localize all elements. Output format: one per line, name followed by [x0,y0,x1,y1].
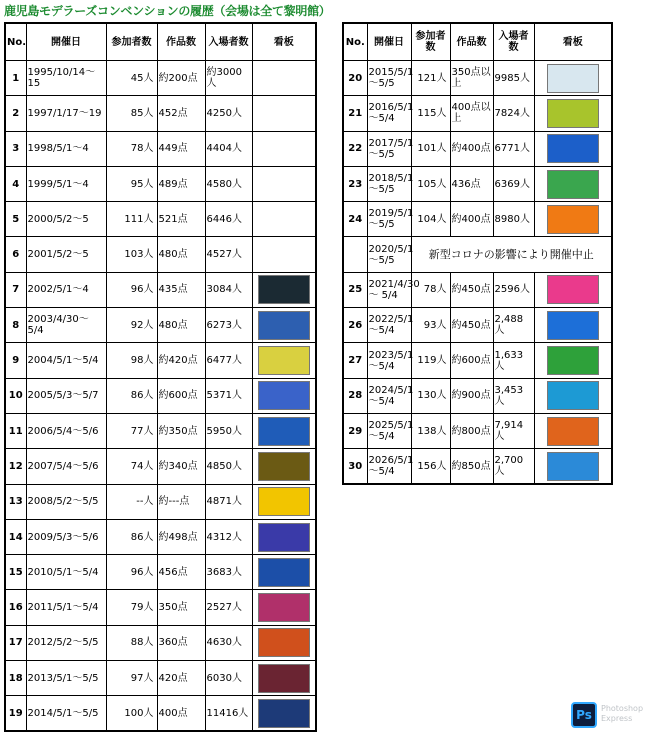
cell-works: 350点 [157,590,205,625]
cell-participants: 95人 [106,166,157,201]
cell-participants: 104人 [411,202,450,237]
cell-works: 約850点 [450,449,493,484]
table-row [343,413,612,448]
cell-visitors: 7824人 [493,96,534,131]
cell-no: 22 [343,131,367,166]
cell-works: 約800点 [450,413,493,448]
cell-date: 1997/1/17～19 [26,96,106,131]
table-row [5,96,316,131]
cell-no: 25 [343,272,367,307]
cell-no: 1 [5,61,26,96]
cell-works: 350点以上 [450,61,493,96]
signboard-image [547,205,599,234]
cell-no: 28 [343,378,367,413]
signboard-image [258,628,310,657]
cell-sign [252,484,316,519]
cell-date: 2009/5/3～5/6 [26,519,106,554]
header-sign: 看板 [252,23,316,61]
cell-date: 2017/5/1 ～5/5 [367,131,411,166]
cell-participants: 86人 [106,519,157,554]
cell-participants: 101人 [411,131,450,166]
cell-visitors: 6446人 [205,202,252,237]
table-row [5,237,316,272]
cell-sign [252,272,316,307]
cell-no: 10 [5,378,26,413]
cell-visitors: 2,488人 [493,308,534,343]
cell-date: 2019/5/1 ～5/5 [367,202,411,237]
cell-date: 2005/5/3～5/7 [26,378,106,413]
cell-sign [252,131,316,166]
cell-date: 2003/4/30～5/4 [26,308,106,343]
cell-visitors: 8980人 [493,202,534,237]
cell-visitors: 4871人 [205,484,252,519]
cell-no: 18 [5,661,26,696]
signboard-image [547,99,599,128]
history-table-left [4,22,317,732]
cell-participants: 115人 [411,96,450,131]
cell-visitors: 4404人 [205,131,252,166]
history-table-right [342,22,613,485]
cell-date: 2021/4/30 ～ 5/4 [367,272,411,307]
signboard-image [258,417,310,446]
cell-sign [252,237,316,272]
cell-no: 29 [343,413,367,448]
table-row [343,61,612,96]
cell-participants: 74人 [106,449,157,484]
cell-visitors: 4250人 [205,96,252,131]
cell-participants: 93人 [411,308,450,343]
cell-date: 2016/5/1 ～5/4 [367,96,411,131]
cell-participants: 119人 [411,343,450,378]
cell-no: 16 [5,590,26,625]
cell-sign [252,625,316,660]
cell-sign [534,96,612,131]
cell-no: 15 [5,555,26,590]
cell-visitors: 3084人 [205,272,252,307]
cell-sign [252,449,316,484]
cell-date: 1998/5/1～4 [26,131,106,166]
signboard-image [547,64,599,93]
cell-visitors: 6273人 [205,308,252,343]
table-row [5,555,316,590]
cell-participants: 98人 [106,343,157,378]
cell-date: 2002/5/1～4 [26,272,106,307]
header-works: 作品数 [450,23,493,61]
cell-works: 約200点 [157,61,205,96]
cell-sign [252,696,316,731]
cell-date: 2015/5/1 ～5/5 [367,61,411,96]
header-date: 開催日 [26,23,106,61]
table-header-row [343,23,612,61]
cell-works: 456点 [157,555,205,590]
cell-works: 480点 [157,237,205,272]
signboard-image [547,417,599,446]
signboard-image [258,558,310,587]
cell-works: 約450点 [450,272,493,307]
cell-works: 約---点 [157,484,205,519]
cell-no: 3 [5,131,26,166]
signboard-image [547,452,599,481]
cell-participants: 156人 [411,449,450,484]
photoshop-express-logo-icon: Ps [571,702,597,728]
table-row [5,378,316,413]
cell-date: 1999/5/1～4 [26,166,106,201]
cell-no: 23 [343,166,367,201]
cell-works: 480点 [157,308,205,343]
cell-works: 約350点 [157,413,205,448]
table-row [343,308,612,343]
cell-no: 7 [5,272,26,307]
cell-visitors: 5371人 [205,378,252,413]
table-row [5,696,316,731]
signboard-image [258,593,310,622]
table-row [5,661,316,696]
cell-participants: 88人 [106,625,157,660]
signboard-image [258,487,310,516]
cell-no: 24 [343,202,367,237]
watermark-caption: Photoshop Express [601,704,644,723]
table-row [5,625,316,660]
cell-works: 489点 [157,166,205,201]
cell-date: 2018/5/1 ～5/5 [367,166,411,201]
cell-sign [534,378,612,413]
cell-works: 449点 [157,131,205,166]
cell-sign [252,343,316,378]
table-row [5,449,316,484]
cell-visitors: 4580人 [205,166,252,201]
cell-no: 8 [5,308,26,343]
signboard-image [258,664,310,693]
cell-visitors: 4630人 [205,625,252,660]
cell-works: 420点 [157,661,205,696]
cell-visitors: 1,633人 [493,343,534,378]
signboard-image [547,170,599,199]
table-row [343,449,612,484]
cell-date: 2023/5/1～5/4 [367,343,411,378]
cell-visitors: 6030人 [205,661,252,696]
cell-no: 6 [5,237,26,272]
cell-participants: 103人 [106,237,157,272]
cell-date: 2022/5/1～5/4 [367,308,411,343]
cell-date: 2013/5/1～5/5 [26,661,106,696]
cell-visitors: 3683人 [205,555,252,590]
cell-date: 2012/5/2～5/5 [26,625,106,660]
cell-visitors: 9985人 [493,61,534,96]
cell-date: 2014/5/1～5/5 [26,696,106,731]
cell-visitors: 11416人 [205,696,252,731]
cell-no [343,237,367,272]
cell-participants: 79人 [106,590,157,625]
cell-sign [534,343,612,378]
table-row [343,237,612,272]
table-row [343,96,612,131]
cell-no: 9 [5,343,26,378]
cell-date: 2025/5/1～5/4 [367,413,411,448]
header-sign: 看板 [534,23,612,61]
cell-works: 約600点 [450,343,493,378]
table-row [5,131,316,166]
table-row [343,166,612,201]
cell-visitors: 3,453人 [493,378,534,413]
cell-visitors: 2596人 [493,272,534,307]
cell-visitors: 2,700人 [493,449,534,484]
cell-sign [252,166,316,201]
cell-sign [252,378,316,413]
cell-works: 約900点 [450,378,493,413]
cell-sign [252,61,316,96]
cell-sign [252,590,316,625]
cell-date: 2026/5/1～5/4 [367,449,411,484]
cell-participants: 78人 [411,272,450,307]
header-visitors: 入場者数 [205,23,252,61]
table-row [343,378,612,413]
cell-visitors: 約3000人 [205,61,252,96]
signboard-image [258,275,310,304]
table-row [343,202,612,237]
cell-date: 2004/5/1～5/4 [26,343,106,378]
cell-date: 2024/5/1～5/4 [367,378,411,413]
table-header-row [5,23,316,61]
signboard-image [258,311,310,340]
cell-date: 2020/5/1 ～5/5 [367,237,411,272]
signboard-image [258,699,310,728]
cell-no: 17 [5,625,26,660]
table-row [343,343,612,378]
cell-works: 452点 [157,96,205,131]
cell-sign [252,413,316,448]
cell-sign [252,96,316,131]
cell-date: 2007/5/4～5/6 [26,449,106,484]
cell-no: 26 [343,308,367,343]
cell-works: 約600点 [157,378,205,413]
cell-sign [252,555,316,590]
cell-date: 2008/5/2～5/5 [26,484,106,519]
table-row [5,308,316,343]
cell-sign [534,308,612,343]
table-row [5,272,316,307]
cell-sign [252,661,316,696]
cell-works: 約400点 [450,202,493,237]
cell-sign [534,61,612,96]
cell-no: 14 [5,519,26,554]
table-row [5,343,316,378]
table-row [343,131,612,166]
cell-participants: 45人 [106,61,157,96]
cell-date: 2006/5/4～5/6 [26,413,106,448]
cell-date: 2010/5/1～5/4 [26,555,106,590]
cell-works: 約340点 [157,449,205,484]
cell-no: 30 [343,449,367,484]
cell-sign [534,272,612,307]
cell-visitors: 4312人 [205,519,252,554]
cell-participants: 96人 [106,555,157,590]
cell-works: 521点 [157,202,205,237]
table-row [5,61,316,96]
cell-visitors: 4527人 [205,237,252,272]
cell-no: 2 [5,96,26,131]
signboard-image [258,381,310,410]
cell-participants: 121人 [411,61,450,96]
header-date: 開催日 [367,23,411,61]
cell-no: 13 [5,484,26,519]
table-row [5,413,316,448]
signboard-image [258,452,310,481]
cell-sign [534,449,612,484]
table-row [5,166,316,201]
cell-participants: 100人 [106,696,157,731]
cell-works: 約400点 [450,131,493,166]
cell-works: 435点 [157,272,205,307]
cell-sign [534,413,612,448]
cell-visitors: 7,914人 [493,413,534,448]
cell-participants: 96人 [106,272,157,307]
header-works: 作品数 [157,23,205,61]
cell-date: 2001/5/2～5 [26,237,106,272]
cell-visitors: 4850人 [205,449,252,484]
cell-no: 20 [343,61,367,96]
cancel-note: 新型コロナの影響により開催中止 [411,237,612,272]
cell-sign [252,519,316,554]
signboard-image [547,275,599,304]
signboard-image [547,311,599,340]
page-title: 鹿児島モデラーズコンベンションの履歴（会場は全て黎明館） [4,4,331,18]
cell-sign [534,202,612,237]
cell-participants: --人 [106,484,157,519]
signboard-image [547,381,599,410]
header-no: No. [5,23,26,61]
signboard-image [547,346,599,375]
signboard-image [258,523,310,552]
table-row [5,202,316,237]
cell-date: 2000/5/2～5 [26,202,106,237]
cell-sign [534,131,612,166]
cell-date: 2011/5/1～5/4 [26,590,106,625]
cell-works: 360点 [157,625,205,660]
cell-no: 11 [5,413,26,448]
cell-no: 5 [5,202,26,237]
cell-no: 19 [5,696,26,731]
cell-participants: 78人 [106,131,157,166]
cell-visitors: 6369人 [493,166,534,201]
cell-visitors: 6771人 [493,131,534,166]
cell-participants: 97人 [106,661,157,696]
header-participants: 参加者数 [411,23,450,61]
cell-visitors: 2527人 [205,590,252,625]
cell-no: 21 [343,96,367,131]
cell-participants: 130人 [411,378,450,413]
table-row [5,484,316,519]
cell-sign [252,308,316,343]
cell-works: 400点以上 [450,96,493,131]
cell-no: 4 [5,166,26,201]
cell-visitors: 5950人 [205,413,252,448]
table-row [5,519,316,554]
cell-works: 約420点 [157,343,205,378]
cell-no: 12 [5,449,26,484]
signboard-image [258,346,310,375]
table-row [5,590,316,625]
cell-sign [534,166,612,201]
header-visitors: 入場者数 [493,23,534,61]
cell-works: 約450点 [450,308,493,343]
cell-sign [252,202,316,237]
cell-participants: 77人 [106,413,157,448]
cell-date: 1995/10/14～15 [26,61,106,96]
header-participants: 参加者数 [106,23,157,61]
cell-works: 約498点 [157,519,205,554]
cell-participants: 86人 [106,378,157,413]
cell-participants: 92人 [106,308,157,343]
header-no: No. [343,23,367,61]
cell-visitors: 6477人 [205,343,252,378]
cell-no: 27 [343,343,367,378]
cell-works: 400点 [157,696,205,731]
cell-works: 436点 [450,166,493,201]
cell-participants: 105人 [411,166,450,201]
cell-participants: 85人 [106,96,157,131]
signboard-image [547,134,599,163]
cell-participants: 138人 [411,413,450,448]
table-row [343,272,612,307]
cell-participants: 111人 [106,202,157,237]
